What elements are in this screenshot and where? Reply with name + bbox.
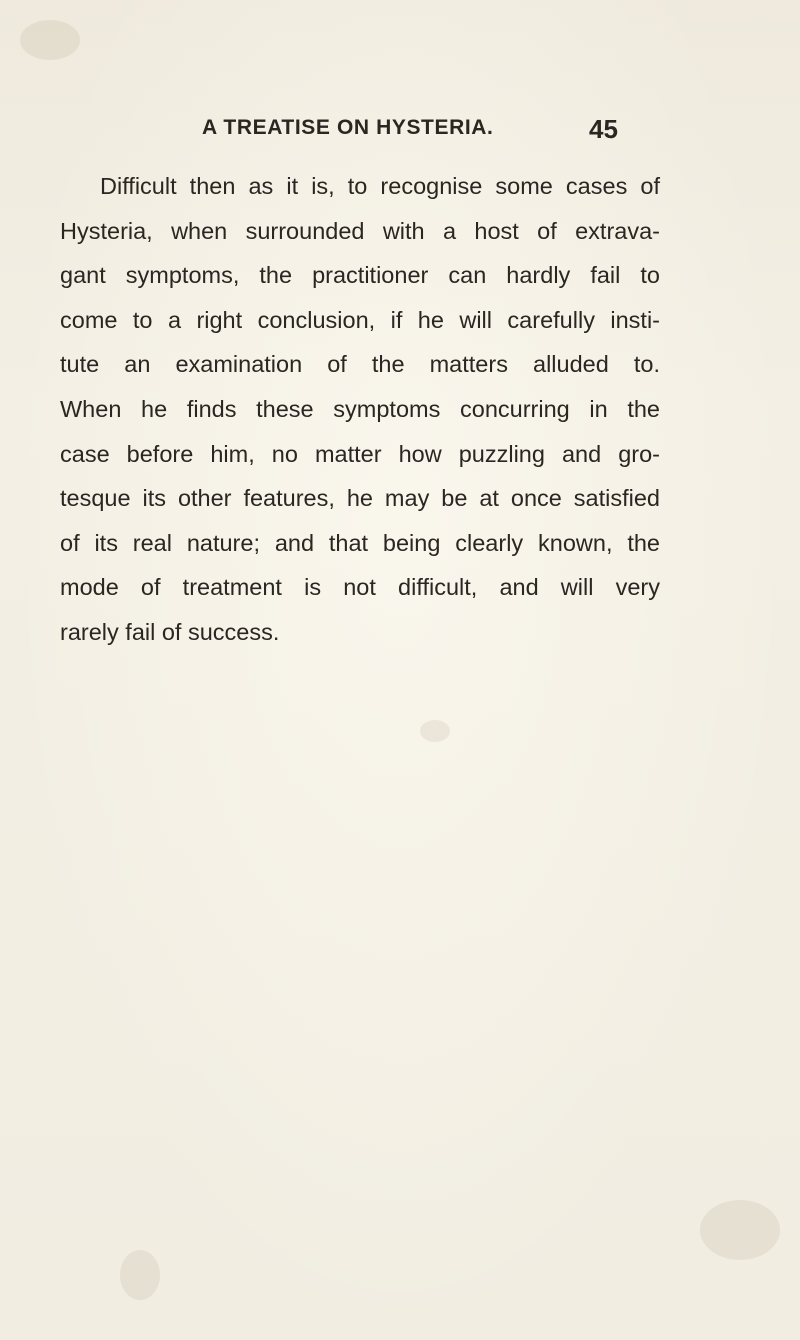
text-line: mode of treatment is not difficult, and will very [60, 574, 660, 601]
body-paragraph [60, 166, 660, 657]
running-title: A TREATISE ON HYSTERIA. [202, 116, 494, 139]
text-line: case before him, no matter how puzzling and gro- [60, 440, 660, 467]
running-head [0, 112, 800, 152]
page-number: 45 [589, 114, 618, 144]
text-line: Hysteria, when surrounded with a host of extrava- [60, 217, 660, 244]
text-line: come to a right conclusion, if he will carefully insti- [60, 306, 660, 333]
text-line: Difficult then as it is, to recognise some cases of [100, 173, 660, 199]
paper-stain [700, 1200, 780, 1260]
text-line: rarely fail of success. [60, 618, 280, 645]
paper-stain [120, 1250, 160, 1300]
text-line: tesque its other features, he may be at once satisfied [60, 485, 660, 512]
text-line: When he finds these symptoms concurring in the [60, 395, 660, 422]
text-line: gant symptoms, the practitioner can hardly fail to [60, 262, 660, 289]
text-line: tute an examination of the matters alluded to. [60, 351, 660, 378]
text-line: of its real nature; and that being clearly known, the [60, 529, 660, 556]
paper-stain [20, 20, 80, 60]
paper-stain [420, 720, 450, 742]
